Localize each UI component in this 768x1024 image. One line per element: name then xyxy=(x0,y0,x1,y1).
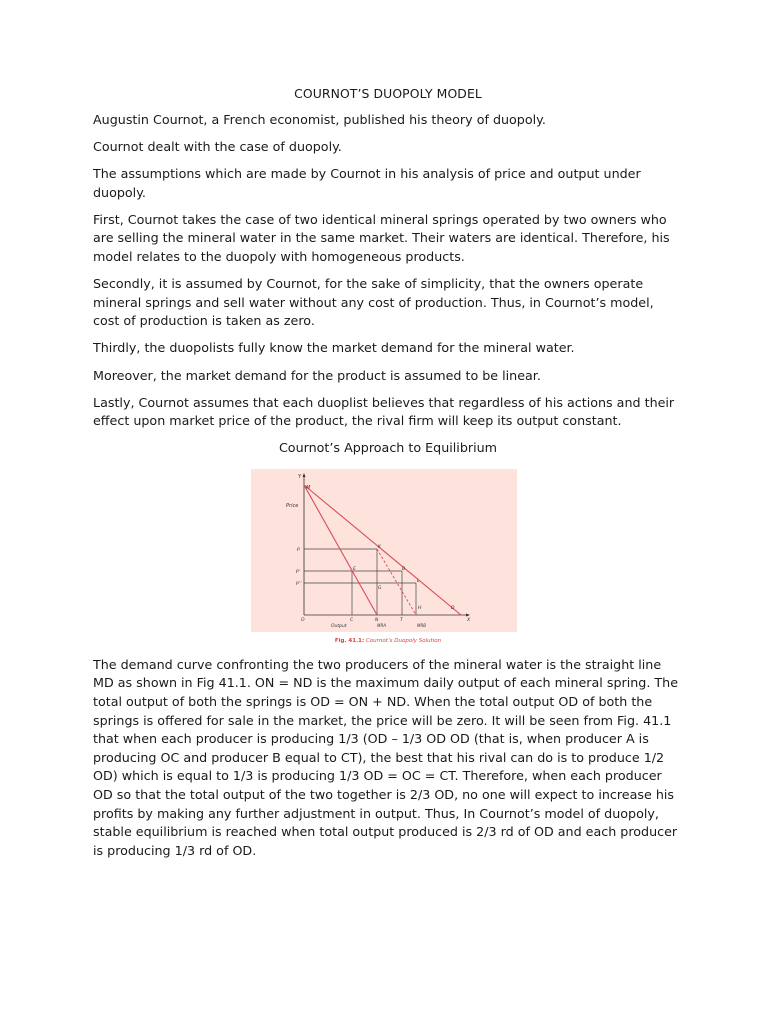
figure-caption xyxy=(93,638,683,645)
paragraph-first-assumption: First, Cournot takes the case of two identical mineral springs operated by two owners who are selling the mineral water in the same market. Their waters are identical. Therefore, his model relates to the duopoly with homogeneous products. xyxy=(93,211,670,265)
label-c: C xyxy=(350,617,354,623)
duopoly-diagram xyxy=(251,469,517,632)
paragraph-third-assumption: Thirdly, the duopolists fully know the market demand for the mineral water. xyxy=(93,340,575,356)
label-g: G xyxy=(378,585,382,591)
label-p: P xyxy=(297,547,300,553)
demand-curve-md xyxy=(304,485,461,615)
document-page xyxy=(93,86,683,869)
document-title: COURNOT’S DUOPOLY MODEL xyxy=(294,86,482,101)
label-l: L xyxy=(417,578,420,584)
output-label: Output xyxy=(331,623,347,629)
figure-heading: Cournot’s Approach to Equilibrium xyxy=(278,439,498,455)
paragraph-intro: Augustin Cournot, a French economist, published his theory of duopoly. xyxy=(93,112,546,127)
label-n: N xyxy=(375,617,379,623)
x-axis-arrow xyxy=(466,613,470,616)
paragraph-second-assumption: Secondly, it is assumed by Cournot, for the sake of simplicity, that the owners operate mineral springs and sell water without any cost of production. Thus, in Cournot’s model, cost of production is taken as zero. xyxy=(93,276,654,329)
label-k: K xyxy=(378,544,381,550)
label-p1: P’ xyxy=(296,569,301,575)
label-m: M xyxy=(306,484,311,491)
x-axis-label: X xyxy=(467,617,471,623)
mr-a-curve xyxy=(304,485,377,615)
y-axis-arrow xyxy=(303,473,306,477)
label-p2: P’’ xyxy=(296,581,302,587)
paragraph-last-assumption: Lastly, Cournot assumes that each duoplist believes that regardless of his actions and their effect upon market price of the product, the rival firm will keep its output constant. xyxy=(93,394,675,429)
paragraph-duopoly: Cournot dealt with the case of duopoly. xyxy=(93,139,342,155)
y-axis-label: Y xyxy=(298,473,302,480)
label-e: E xyxy=(353,566,356,572)
label-mra: MRA xyxy=(377,622,386,628)
label-mrb: MRB xyxy=(417,622,426,628)
duopoly-diagram-svg xyxy=(251,469,517,632)
mr-b-curve xyxy=(377,549,416,615)
price-label: Price xyxy=(286,502,299,509)
label-h: H xyxy=(418,605,422,611)
figure-caption-title: Cournot’s Duopoly Solution xyxy=(365,637,442,644)
label-d: D xyxy=(451,605,455,611)
label-origin: O xyxy=(301,617,305,623)
figure-caption-number: Fig. 41.1: xyxy=(334,637,365,644)
label-t: T xyxy=(400,617,403,623)
paragraph-explanation: The demand curve confronting the two producers of the mineral water is the straight line MD as shown in Fig 41.1. ON = ND is the maximum daily output of each mineral spring. The total output of both the springs is OD = ON + ND. When the total output OD of both the springs is offered for sale in the market, the price will be zero. It will be seen from Fig. 41.1 that when each producer is producing 1/3 (OD – 1/3 OD OD (that is, when producer A is producing OC and producer B equal to CT), the best that his rival can do is to produce 1/2 OD) which is equal to 1/3 is producing 1/3 OD = OC = CT. Therefore, when each producer OD so that the total output of the two together is 2/3 OD, no one will expect to increase his profits by making any further adjustment in output. Thus, In Cournot’s model of duopoly, stable equilibrium is reached when total output produced is 2/3 rd of OD and each producer is producing 1/3 rd of OD. xyxy=(93,656,679,858)
paragraph-assumptions: The assumptions which are made by Cournot in his analysis of price and output under duopoly. xyxy=(93,166,641,200)
label-b: B xyxy=(402,566,406,572)
paragraph-linear-demand: Moreover, the market demand for the product is assumed to be linear. xyxy=(93,367,541,383)
